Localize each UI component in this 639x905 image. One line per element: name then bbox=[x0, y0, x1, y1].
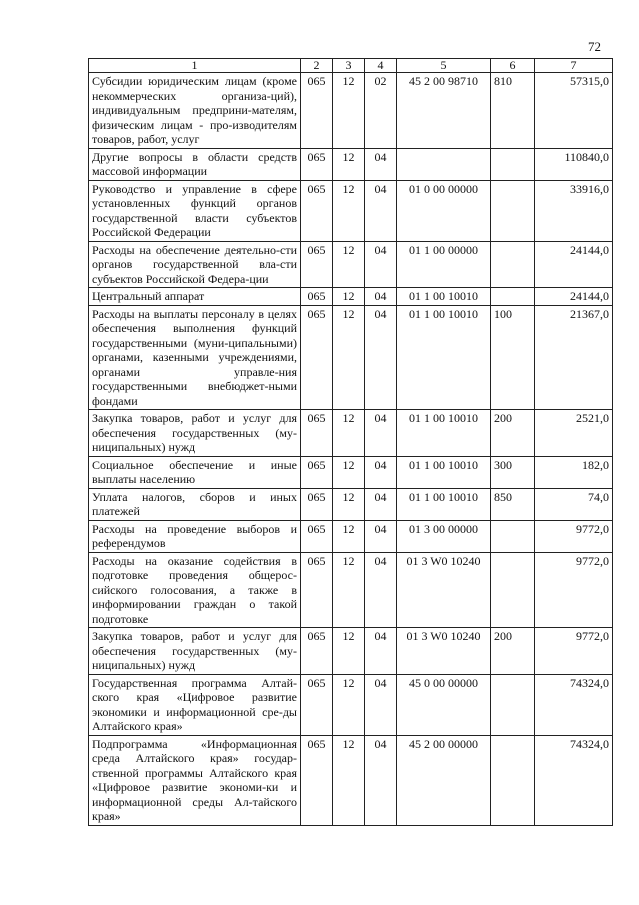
table-row bbox=[89, 628, 613, 675]
target-article-cell: 01 1 00 10010 bbox=[397, 288, 491, 306]
amount-cell: 33916,0 bbox=[535, 180, 613, 241]
expense-type-cell: 100 bbox=[491, 305, 535, 410]
target-article-cell: 45 0 00 00000 bbox=[397, 674, 491, 735]
subsection-code-cell: 04 bbox=[365, 520, 397, 552]
subsection-code-cell: 04 bbox=[365, 456, 397, 488]
target-article-cell: 45 2 00 00000 bbox=[397, 735, 491, 825]
expense-type-cell: 810 bbox=[491, 73, 535, 149]
section-code-cell: 12 bbox=[333, 180, 365, 241]
expense-type-cell bbox=[491, 148, 535, 180]
table-row bbox=[89, 552, 613, 628]
subsection-code-cell: 04 bbox=[365, 410, 397, 457]
table-row bbox=[89, 73, 613, 149]
expense-type-cell bbox=[491, 552, 535, 628]
section-code-cell: 12 bbox=[333, 488, 365, 520]
table-row bbox=[89, 305, 613, 410]
table-row bbox=[89, 410, 613, 457]
section-code-cell: 12 bbox=[333, 552, 365, 628]
section-code-cell: 12 bbox=[333, 288, 365, 306]
expense-name-cell: Уплата налогов, сборов и иных платежей bbox=[89, 488, 301, 520]
ministry-code-cell: 065 bbox=[301, 735, 333, 825]
expense-name-cell: Закупка товаров, работ и услуг для обеспечения государственных (му-ниципальных) нужд bbox=[89, 628, 301, 675]
target-article-cell: 01 1 00 10010 bbox=[397, 488, 491, 520]
table-row bbox=[89, 520, 613, 552]
expense-type-cell: 200 bbox=[491, 628, 535, 675]
expense-type-cell: 300 bbox=[491, 456, 535, 488]
column-header: 1 bbox=[89, 59, 301, 73]
table-row bbox=[89, 288, 613, 306]
ministry-code-cell: 065 bbox=[301, 552, 333, 628]
table-row bbox=[89, 180, 613, 241]
amount-cell: 74,0 bbox=[535, 488, 613, 520]
target-article-cell: 01 1 00 10010 bbox=[397, 305, 491, 410]
column-header: 2 bbox=[301, 59, 333, 73]
table-row bbox=[89, 456, 613, 488]
amount-cell: 2521,0 bbox=[535, 410, 613, 457]
subsection-code-cell: 04 bbox=[365, 628, 397, 675]
target-article-cell: 01 3 W0 10240 bbox=[397, 628, 491, 675]
ministry-code-cell: 065 bbox=[301, 180, 333, 241]
target-article-cell bbox=[397, 148, 491, 180]
target-article-cell: 45 2 00 98710 bbox=[397, 73, 491, 149]
column-header: 6 bbox=[491, 59, 535, 73]
expense-name-cell: Расходы на оказание содействия в подготовке проведения общерос-сийского голосования, а также в информировании граждан о такой подготовке bbox=[89, 552, 301, 628]
amount-cell: 110840,0 bbox=[535, 148, 613, 180]
header-row bbox=[89, 59, 613, 73]
column-header: 5 bbox=[397, 59, 491, 73]
target-article-cell: 01 3 00 00000 bbox=[397, 520, 491, 552]
expense-type-cell: 850 bbox=[491, 488, 535, 520]
expense-type-cell bbox=[491, 241, 535, 288]
amount-cell: 74324,0 bbox=[535, 735, 613, 825]
subsection-code-cell: 04 bbox=[365, 488, 397, 520]
amount-cell: 9772,0 bbox=[535, 628, 613, 675]
amount-cell: 9772,0 bbox=[535, 520, 613, 552]
table-row bbox=[89, 148, 613, 180]
expense-type-cell bbox=[491, 735, 535, 825]
expense-name-cell: Подпрограмма «Информационная среда Алтайского края» государ-ственной программы Алтайского края «Цифровое развитие экономи-ки и информационной среды Ал-тайского края» bbox=[89, 735, 301, 825]
expense-name-cell: Расходы на обеспечение деятельно-сти органов государственной вла-сти субъектов Российской Федера-ции bbox=[89, 241, 301, 288]
amount-cell: 74324,0 bbox=[535, 674, 613, 735]
section-code-cell: 12 bbox=[333, 520, 365, 552]
expense-type-cell bbox=[491, 520, 535, 552]
subsection-code-cell: 04 bbox=[365, 674, 397, 735]
expense-type-cell bbox=[491, 288, 535, 306]
page-number: 72 bbox=[588, 39, 601, 54]
expense-name-cell: Социальное обеспечение и иные выплаты населению bbox=[89, 456, 301, 488]
section-code-cell: 12 bbox=[333, 241, 365, 288]
budget-table bbox=[88, 58, 613, 826]
expense-name-cell: Центральный аппарат bbox=[89, 288, 301, 306]
expense-type-cell: 200 bbox=[491, 410, 535, 457]
amount-cell: 21367,0 bbox=[535, 305, 613, 410]
expense-name-cell: Другие вопросы в области средств массовой информации bbox=[89, 148, 301, 180]
ministry-code-cell: 065 bbox=[301, 488, 333, 520]
ministry-code-cell: 065 bbox=[301, 288, 333, 306]
ministry-code-cell: 065 bbox=[301, 241, 333, 288]
target-article-cell: 01 1 00 10010 bbox=[397, 410, 491, 457]
section-code-cell: 12 bbox=[333, 410, 365, 457]
ministry-code-cell: 065 bbox=[301, 628, 333, 675]
expense-type-cell bbox=[491, 674, 535, 735]
expense-name-cell: Закупка товаров, работ и услуг для обеспечения государственных (му-ниципальных) нужд bbox=[89, 410, 301, 457]
subsection-code-cell: 04 bbox=[365, 552, 397, 628]
expense-name-cell: Государственная программа Алтай-ского края «Цифровое развитие экономики и информационной сре-ды Алтайского края» bbox=[89, 674, 301, 735]
amount-cell: 24144,0 bbox=[535, 288, 613, 306]
amount-cell: 9772,0 bbox=[535, 552, 613, 628]
column-header: 4 bbox=[365, 59, 397, 73]
ministry-code-cell: 065 bbox=[301, 674, 333, 735]
subsection-code-cell: 04 bbox=[365, 180, 397, 241]
subsection-code-cell: 04 bbox=[365, 305, 397, 410]
subsection-code-cell: 04 bbox=[365, 288, 397, 306]
subsection-code-cell: 04 bbox=[365, 148, 397, 180]
ministry-code-cell: 065 bbox=[301, 456, 333, 488]
subsection-code-cell: 04 bbox=[365, 241, 397, 288]
section-code-cell: 12 bbox=[333, 628, 365, 675]
section-code-cell: 12 bbox=[333, 73, 365, 149]
section-code-cell: 12 bbox=[333, 148, 365, 180]
ministry-code-cell: 065 bbox=[301, 73, 333, 149]
expense-name-cell: Руководство и управление в сфере установленных функций органов государственной власти субъектов Российской Федерации bbox=[89, 180, 301, 241]
target-article-cell: 01 3 W0 10240 bbox=[397, 552, 491, 628]
expense-type-cell bbox=[491, 180, 535, 241]
expense-name-cell: Субсидии юридическим лицам (кроме некоммерческих организа-ций), индивидуальным предприни-мателям, физическим лицам - про-изводителям товаров, работ, услуг bbox=[89, 73, 301, 149]
expense-name-cell: Расходы на выплаты персоналу в целях обеспечения выполнения функций государственными (муни-ципальными) органами, казенными учреждениями, органами управле-ния государственными внебюджет-ными фондами bbox=[89, 305, 301, 410]
section-code-cell: 12 bbox=[333, 456, 365, 488]
amount-cell: 182,0 bbox=[535, 456, 613, 488]
column-header: 3 bbox=[333, 59, 365, 73]
section-code-cell: 12 bbox=[333, 674, 365, 735]
ministry-code-cell: 065 bbox=[301, 410, 333, 457]
section-code-cell: 12 bbox=[333, 305, 365, 410]
table-row bbox=[89, 241, 613, 288]
subsection-code-cell: 04 bbox=[365, 735, 397, 825]
target-article-cell: 01 1 00 00000 bbox=[397, 241, 491, 288]
ministry-code-cell: 065 bbox=[301, 148, 333, 180]
ministry-code-cell: 065 bbox=[301, 305, 333, 410]
target-article-cell: 01 0 00 00000 bbox=[397, 180, 491, 241]
column-header: 7 bbox=[535, 59, 613, 73]
subsection-code-cell: 02 bbox=[365, 73, 397, 149]
ministry-code-cell: 065 bbox=[301, 520, 333, 552]
table-row bbox=[89, 735, 613, 825]
section-code-cell: 12 bbox=[333, 735, 365, 825]
table-row bbox=[89, 674, 613, 735]
table-row bbox=[89, 488, 613, 520]
amount-cell: 24144,0 bbox=[535, 241, 613, 288]
target-article-cell: 01 1 00 10010 bbox=[397, 456, 491, 488]
amount-cell: 57315,0 bbox=[535, 73, 613, 149]
expense-name-cell: Расходы на проведение выборов и референдумов bbox=[89, 520, 301, 552]
